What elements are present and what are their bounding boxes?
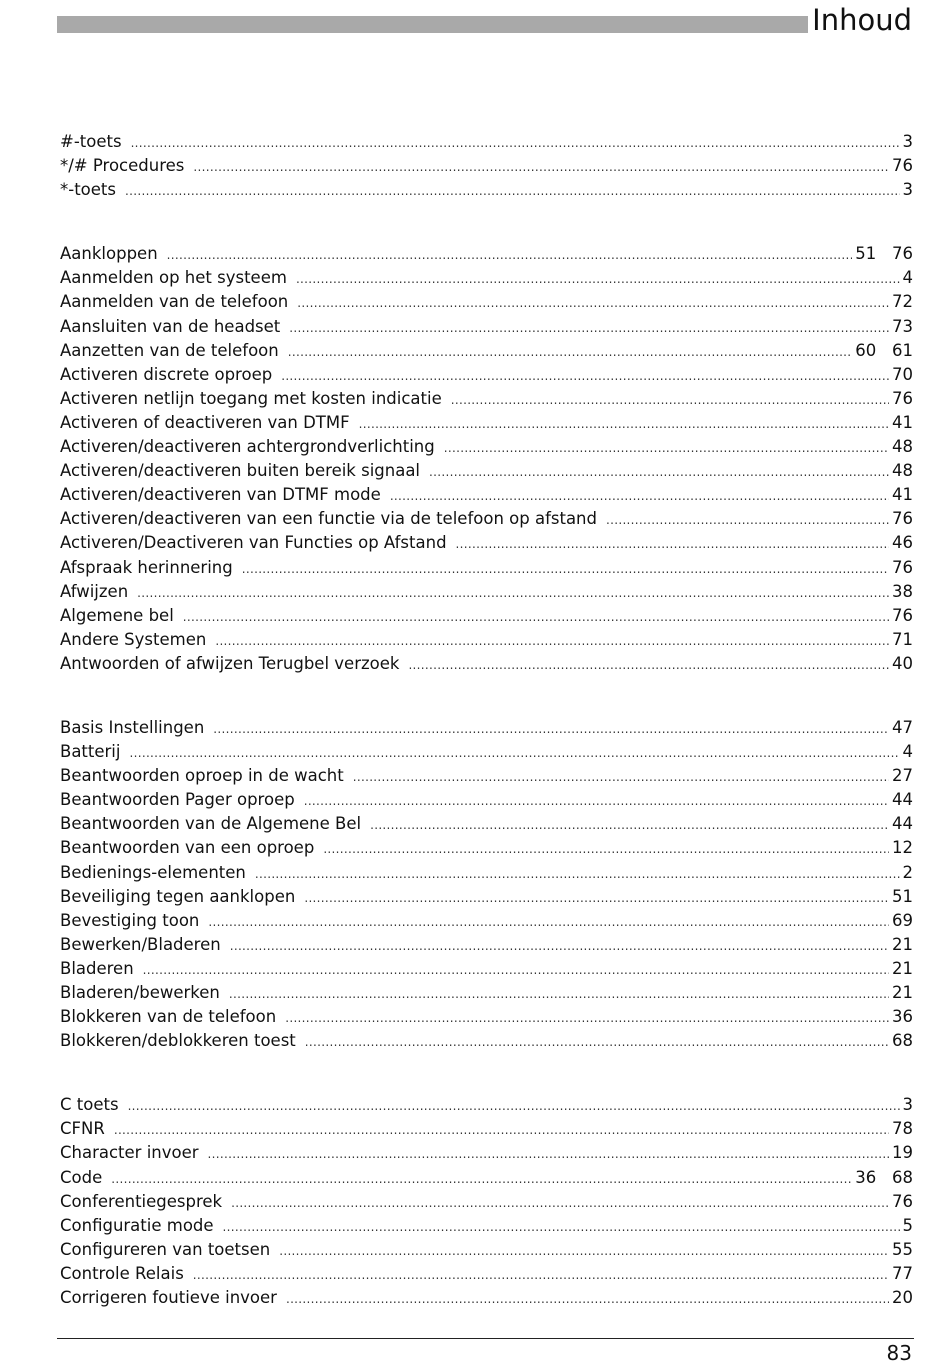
index-term: Bladeren/bewerken	[60, 983, 220, 1002]
index-term: Blokkeren van de telefoon	[60, 1007, 277, 1027]
index-section	[60, 1093, 913, 1310]
index-page-numbers: 21	[892, 934, 913, 954]
index-term: Configureren van toetsen	[60, 1239, 271, 1259]
dot-leader	[606, 508, 889, 532]
index-entry	[60, 788, 913, 812]
index-term: Blokkeren/deblokkeren toest	[60, 1031, 296, 1051]
index-page-numbers: 60 61	[855, 340, 913, 360]
index-term: */# Procedures	[60, 156, 185, 176]
index-term: Beantwoorden Pager oproep	[60, 790, 295, 810]
dot-leader	[305, 1030, 889, 1054]
index-entry	[60, 740, 913, 764]
dot-leader	[353, 765, 889, 789]
index-term: Bevestiging toon	[60, 910, 200, 930]
index-entry	[60, 1141, 913, 1165]
index-page-numbers: 40	[892, 653, 913, 673]
index-page-numbers: 5	[902, 1215, 913, 1235]
index-section	[60, 716, 913, 1053]
index-term: Afspraak herinnering	[60, 557, 233, 577]
index-term: Afwijzen	[60, 581, 129, 601]
index-term: Aanzetten van de telefoon	[60, 340, 279, 360]
index-term: Activeren/deactiveren buiten bereik signaal	[60, 461, 421, 481]
index-term: C toets	[60, 1095, 119, 1115]
dot-leader	[456, 532, 889, 556]
index-entry	[60, 242, 913, 266]
index-page-numbers: 2	[902, 862, 913, 882]
dot-leader	[255, 862, 900, 886]
index-entry	[60, 290, 913, 314]
dot-leader	[304, 789, 889, 813]
index-entry	[60, 716, 913, 740]
index-page-numbers: 3	[902, 180, 913, 200]
header-bar	[57, 16, 808, 33]
index-term: #-toets	[60, 132, 122, 151]
index-entry	[60, 1166, 913, 1190]
index-entry	[60, 604, 913, 628]
index-page-numbers: 12	[892, 838, 913, 858]
page-number: 83	[886, 1341, 912, 1365]
index-page-numbers: 76	[892, 509, 913, 529]
index-term: Beantwoorden oproep in de wacht	[60, 766, 344, 786]
index-page-numbers: 19	[892, 1143, 913, 1163]
index-list	[60, 130, 913, 1350]
index-term: Corrigeren foutieve invoer	[60, 1288, 277, 1308]
dot-leader	[304, 886, 889, 910]
index-term: Beantwoorden van een oproep	[60, 838, 315, 858]
dot-leader	[281, 364, 889, 388]
index-term: Andere Systemen	[60, 629, 207, 649]
index-page-numbers: 76	[892, 156, 913, 176]
page-title: Inhoud	[812, 3, 912, 37]
dot-leader	[208, 910, 889, 934]
dot-leader	[279, 1239, 889, 1263]
index-term: Beveiliging tegen aanklopen	[60, 886, 296, 906]
dot-leader	[288, 340, 853, 364]
dot-leader	[229, 982, 889, 1006]
dot-leader	[125, 179, 900, 203]
dot-leader	[111, 1167, 852, 1191]
dot-leader	[444, 436, 889, 460]
index-entry	[60, 1093, 913, 1117]
index-page-numbers: 68	[892, 1031, 913, 1051]
dot-leader	[297, 291, 889, 315]
dot-leader	[451, 388, 889, 412]
dot-leader	[193, 155, 889, 179]
dot-leader	[193, 1263, 889, 1287]
index-entry	[60, 1286, 913, 1310]
index-page-numbers: 76	[892, 605, 913, 625]
index-term: Batterij	[60, 742, 121, 762]
dot-leader	[231, 1191, 889, 1215]
index-entry	[60, 507, 913, 531]
index-entry	[60, 130, 913, 154]
index-term: Character invoer	[60, 1143, 199, 1163]
index-entry	[60, 580, 913, 604]
index-term: Activeren/deactiveren van een functie via de telefoon op afstand	[60, 509, 597, 529]
index-entry	[60, 154, 913, 178]
dot-leader	[230, 934, 889, 958]
index-entry	[60, 556, 913, 580]
index-entry	[60, 339, 913, 363]
index-entry	[60, 764, 913, 788]
index-page-numbers: 77	[892, 1263, 913, 1283]
index-entry	[60, 652, 913, 676]
index-entry	[60, 1005, 913, 1029]
dot-leader	[167, 243, 853, 267]
dot-leader	[289, 316, 889, 340]
index-term: CFNR	[60, 1119, 105, 1139]
dot-leader	[390, 484, 889, 508]
index-entry	[60, 387, 913, 411]
index-term: Bladeren	[60, 958, 134, 978]
index-entry	[60, 363, 913, 387]
index-entry	[60, 1117, 913, 1141]
index-page-numbers: 20	[892, 1288, 913, 1308]
index-page-numbers: 41	[892, 412, 913, 432]
index-entry	[60, 315, 913, 339]
index-page-numbers: 76	[892, 388, 913, 408]
index-term: *-toets	[60, 180, 116, 200]
index-entry	[60, 957, 913, 981]
dot-leader	[285, 1006, 889, 1030]
index-term: Activeren discrete oproep	[60, 364, 273, 384]
index-term: Bedienings-elementen	[60, 862, 246, 882]
index-term: Activeren of deactiveren van DTMF	[60, 412, 350, 432]
index-page-numbers: 4	[902, 268, 913, 288]
index-term: Activeren/deactiveren van DTMF mode	[60, 485, 381, 505]
index-entry	[60, 411, 913, 435]
dot-leader	[223, 1215, 900, 1239]
index-page-numbers: 71	[892, 629, 913, 649]
index-term: Activeren netlijn toegang met kosten indicatie	[60, 388, 442, 408]
index-entry	[60, 909, 913, 933]
index-page-numbers: 47	[892, 717, 913, 737]
index-page-numbers: 21	[892, 983, 913, 1002]
dot-leader	[128, 1094, 900, 1118]
dot-leader	[408, 653, 889, 677]
index-page-numbers: 78	[892, 1119, 913, 1139]
index-entry	[60, 628, 913, 652]
index-entry	[60, 1238, 913, 1262]
footer-rule	[57, 1338, 914, 1339]
index-term: Beantwoorden van de Algemene Bel	[60, 814, 362, 834]
index-entry	[60, 885, 913, 909]
dot-leader	[370, 813, 889, 837]
index-entry	[60, 836, 913, 860]
index-page-numbers: 51 76	[855, 244, 913, 264]
index-page-numbers: 21	[892, 958, 913, 978]
index-page-numbers: 51	[892, 886, 913, 906]
index-entry	[60, 531, 913, 555]
index-entry	[60, 1214, 913, 1238]
index-page-numbers: 27	[892, 766, 913, 786]
index-page-numbers: 76	[892, 1191, 913, 1211]
index-page-numbers: 38	[892, 581, 913, 601]
dot-leader	[323, 837, 889, 861]
dot-leader	[429, 460, 889, 484]
index-page-numbers: 69	[892, 910, 913, 930]
index-page-numbers: 55	[892, 1239, 913, 1259]
index-term: Conferentiegesprek	[60, 1191, 223, 1211]
index-section	[60, 242, 913, 676]
dot-leader	[296, 267, 900, 291]
index-entry	[60, 459, 913, 483]
dot-leader	[359, 412, 889, 436]
index-term: Activeren/deactiveren achtergrondverlichting	[60, 437, 435, 457]
index-page-numbers: 41	[892, 485, 913, 505]
index-term: Aanmelden van de telefoon	[60, 292, 289, 312]
index-term: Aansluiten van de headset	[60, 316, 281, 336]
index-entry	[60, 266, 913, 290]
dot-leader	[213, 717, 889, 741]
index-term: Configuratie mode	[60, 1215, 214, 1235]
index-term: Activeren/Deactiveren van Functies op Afstand	[60, 533, 447, 553]
index-page-numbers: 36 68	[855, 1167, 913, 1187]
index-term: Controle Relais	[60, 1263, 184, 1283]
dot-leader	[129, 741, 899, 765]
index-entry	[60, 1190, 913, 1214]
dot-leader	[137, 581, 889, 605]
index-entry	[60, 1262, 913, 1286]
index-entry	[60, 435, 913, 459]
index-page-numbers: 4	[902, 742, 913, 762]
index-page-numbers: 73	[892, 316, 913, 336]
index-page-numbers: 36	[892, 1007, 913, 1027]
index-page-numbers: 44	[892, 814, 913, 834]
index-page-numbers: 46	[892, 533, 913, 553]
dot-leader	[143, 958, 889, 982]
dot-leader	[242, 557, 889, 581]
index-page-numbers: 48	[892, 461, 913, 481]
dot-leader	[208, 1142, 889, 1166]
index-term: Bewerken/Bladeren	[60, 934, 221, 954]
index-page-numbers: 44	[892, 790, 913, 810]
index-term: Basis Instellingen	[60, 717, 205, 737]
index-term: Antwoorden of afwijzen Terugbel verzoek	[60, 653, 400, 673]
index-entry	[60, 812, 913, 836]
index-page-numbers: 72	[892, 292, 913, 312]
index-page-numbers: 3	[902, 132, 913, 151]
dot-leader	[131, 131, 900, 155]
index-page-numbers: 3	[902, 1095, 913, 1115]
dot-leader	[286, 1287, 889, 1311]
index-term: Aankloppen	[60, 244, 158, 264]
index-term: Aanmelden op het systeem	[60, 268, 287, 288]
index-page-numbers: 48	[892, 437, 913, 457]
index-section	[60, 130, 913, 202]
dot-leader	[215, 629, 889, 653]
index-page-numbers: 70	[892, 364, 913, 384]
index-entry	[60, 861, 913, 885]
index-entry	[60, 933, 913, 957]
index-term: Algemene bel	[60, 605, 174, 625]
index-entry	[60, 981, 913, 1005]
index-term: Code	[60, 1167, 103, 1187]
dot-leader	[183, 605, 889, 629]
index-entry	[60, 178, 913, 202]
index-entry	[60, 1029, 913, 1053]
index-page-numbers: 76	[892, 557, 913, 577]
dot-leader	[114, 1118, 889, 1142]
index-entry	[60, 483, 913, 507]
